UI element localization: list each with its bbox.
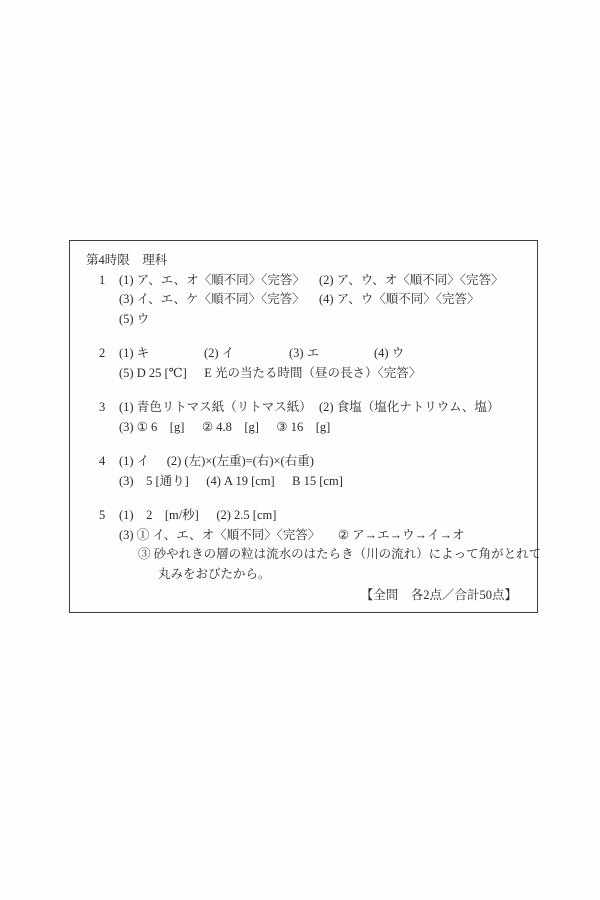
subject-label: 理科	[142, 253, 168, 267]
answer-item: ② 4.8 [g]	[201, 419, 259, 434]
period-label: 第4時限	[86, 253, 130, 267]
answer-item: (2) イ	[204, 346, 235, 360]
total-score-note	[86, 586, 527, 606]
answer-line	[119, 452, 527, 472]
answer-item: B 15 [cm]	[292, 473, 343, 488]
question-number: 2	[99, 346, 106, 360]
answer-item: (2) 食塩（塩化ナトリウム、塩）	[319, 400, 500, 414]
answer-item: (1) キ	[119, 346, 150, 360]
answer-line	[119, 364, 527, 384]
answer-line	[119, 290, 527, 310]
answer-line	[119, 472, 527, 492]
answer-key-box	[69, 240, 542, 613]
question-number: 1	[99, 272, 106, 287]
question-number: 5	[99, 508, 106, 522]
answer-line	[119, 398, 527, 418]
answer-item: (1) 青色リトマス紙（リトマス紙）	[119, 400, 312, 414]
answer-item: (4) ア、ウ〈順不同〉〈完答〉	[319, 292, 480, 306]
answer-item: (1) イ	[119, 454, 150, 468]
answer-item: 丸みをおびたから。	[158, 566, 271, 581]
answer-item: (1) 2 [m/秒]	[119, 508, 199, 522]
answer-line	[119, 506, 527, 526]
answer-item: (2) ア、ウ、オ〈順不同〉〈完答〉	[319, 272, 504, 287]
answer-line	[119, 565, 527, 585]
score-note-text: 【全問 各2点／合計50点】	[360, 588, 517, 602]
answer-item: E 光の当たる時間（昼の長さ）〈完答〉	[204, 365, 422, 380]
question-number: 3	[99, 400, 106, 414]
answer-item: (3) エ	[289, 346, 320, 360]
question-block-3	[86, 398, 527, 437]
answer-line	[119, 418, 527, 438]
answer-item: (3) ① イ、エ、オ〈順不同〉〈完答〉	[119, 527, 321, 542]
answer-item: (3) ① 6 [g]	[119, 419, 185, 434]
answer-line	[119, 526, 527, 546]
answer-item: (5) D 25 [℃]	[119, 365, 187, 380]
answer-line	[119, 271, 527, 291]
question-block-4	[86, 452, 527, 491]
answer-item: (5) ウ	[119, 311, 150, 326]
answer-item: (4) A 19 [cm]	[206, 473, 275, 488]
answer-line	[119, 545, 542, 565]
answer-item: (1) ア、エ、オ〈順不同〉〈完答〉	[119, 272, 305, 287]
answer-item: (2) (左)×(左重)=(右)×(右重)	[166, 454, 314, 468]
question-block-2	[86, 344, 527, 383]
answer-line	[119, 310, 527, 330]
section-title	[86, 251, 527, 271]
answer-item: ③ 砂やれきの層の粒は流水のはたらき（川の流れ）によって角がとれて	[138, 547, 542, 561]
answer-item: ② ア→エ→ウ→イ→オ	[337, 527, 465, 542]
answer-item: (3) イ、エ、ケ〈順不同〉〈完答〉	[119, 292, 305, 306]
question-block-1	[86, 271, 527, 330]
question-number: 4	[99, 454, 106, 468]
answer-line	[119, 344, 527, 364]
answer-item: (2) 2.5 [cm]	[216, 508, 277, 522]
answer-item: (4) ウ	[374, 346, 405, 360]
answer-item: ③ 16 [g]	[276, 419, 331, 434]
question-block-5	[86, 506, 542, 584]
answer-item: (3) 5 [通り]	[119, 473, 189, 488]
